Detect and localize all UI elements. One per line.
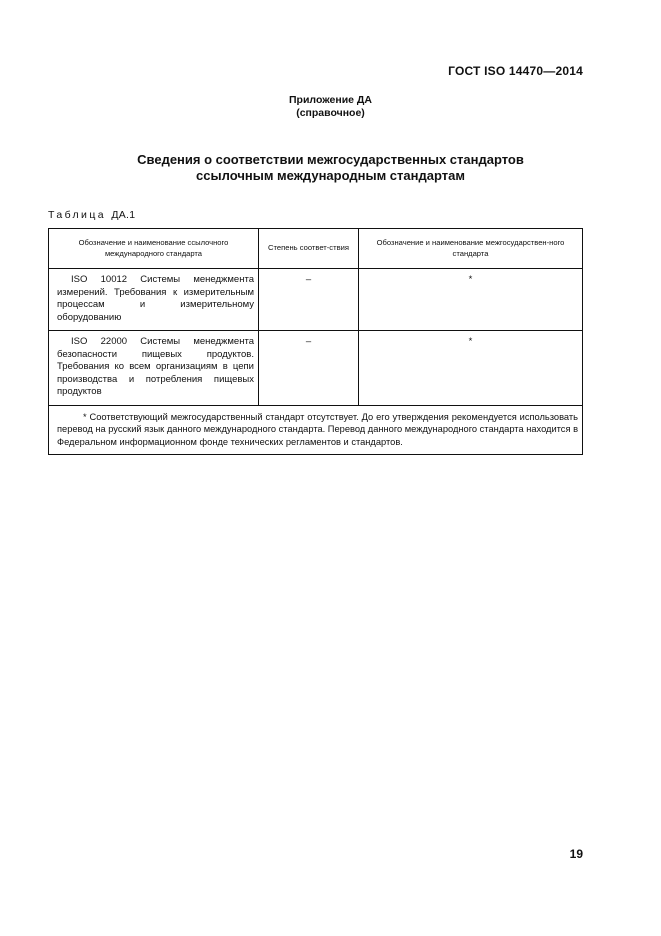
footnote-text: * Соответствующий межгосударственный стандарт отсутствует. До его утверждения рекомендуется использовать перевод на русский язык данного международного стандарта. Перевод данного международного стандарта находится в Федеральном информационном фонде технических регламентов и стандартов.	[57, 411, 579, 447]
column-header-interstate: Обозначение и наименование межгосударствен-ного стандарта	[359, 229, 583, 269]
page-title-line-2: ссылочным международным стандартам	[196, 168, 465, 183]
reference-text: ISO 22000 Системы менеджмента безопасности пищевых продуктов. Требования ко всем организациям в цепи производства и потребления пищевых продуктов	[57, 336, 254, 397]
document-code: ГОСТ ISO 14470—2014	[448, 64, 583, 78]
appendix-title: Приложение ДА	[289, 94, 372, 106]
degree-cell: –	[259, 269, 359, 331]
interstate-cell: *	[359, 331, 583, 406]
reference-cell	[49, 269, 259, 331]
reference-standards-table	[48, 228, 583, 455]
footnote-cell	[49, 405, 583, 455]
page-title-line-1: Сведения о соответствии межгосударственных стандартов	[137, 152, 524, 167]
table-row	[49, 331, 583, 406]
table-caption-label: Таблица	[48, 209, 106, 221]
table-caption	[48, 209, 135, 221]
page-title	[0, 152, 661, 184]
table-row	[49, 269, 583, 331]
appendix-heading	[0, 94, 661, 120]
interstate-cell: *	[359, 269, 583, 331]
column-header-reference: Обозначение и наименование ссылочного международного стандарта	[49, 229, 259, 269]
table-caption-number: ДА.1	[111, 209, 136, 221]
reference-text: ISO 10012 Системы менеджмента измерений. Требования к измерительным процессам и измерительному оборудованию	[57, 274, 254, 323]
table-footnote-row	[49, 405, 583, 455]
degree-cell: –	[259, 331, 359, 406]
appendix-subtitle: (справочное)	[296, 107, 365, 119]
table-header-row	[49, 229, 583, 269]
column-header-degree: Степень соответ-ствия	[259, 229, 359, 269]
reference-cell	[49, 331, 259, 406]
page-number: 19	[569, 847, 583, 861]
